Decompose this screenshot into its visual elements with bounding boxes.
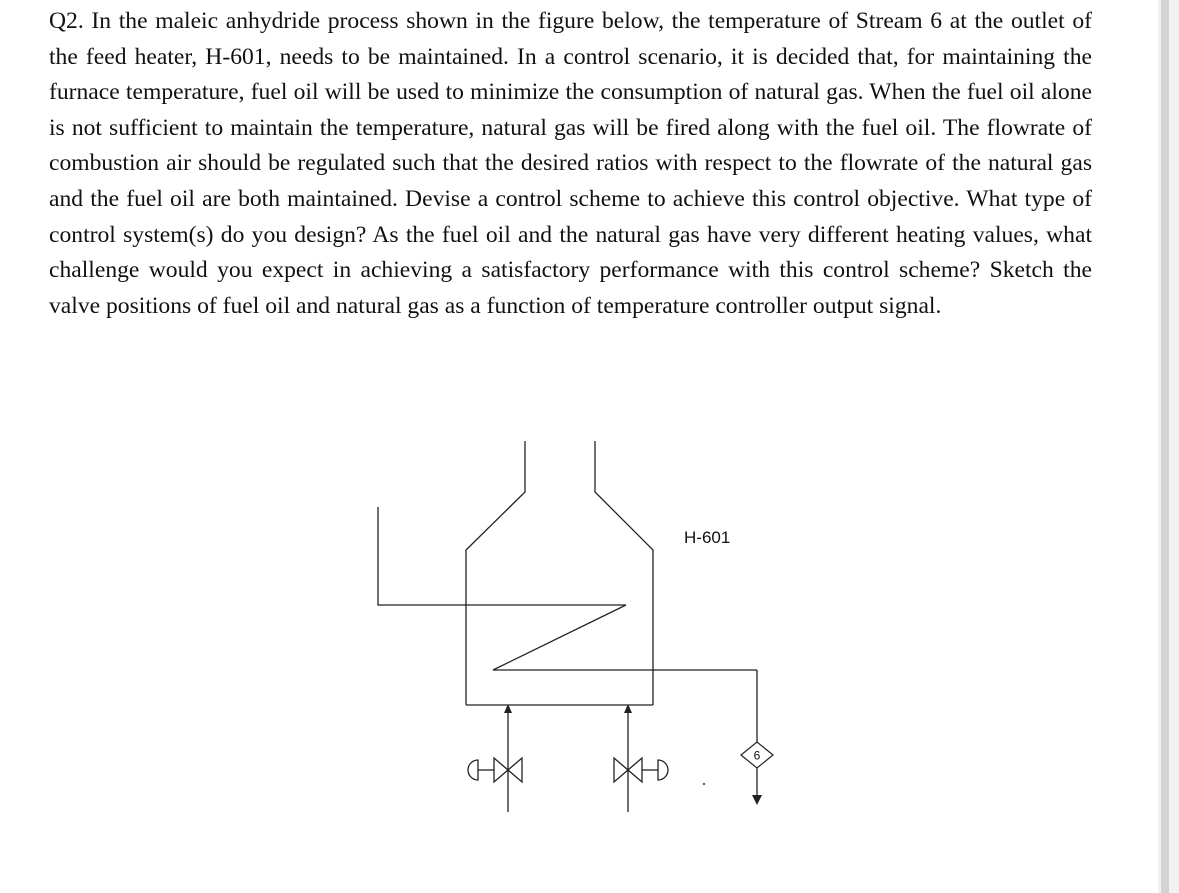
stack-left-wall: [466, 441, 525, 705]
question-text: Q2. In the maleic anhydride process shown in the figure below, the temperature of Stream 6 at the outlet of the feed heater, H-601, needs to be maintained. In a control scenario, it is decided that, for maintaining the furnace temperature, fuel oil will be used to minimize the consumption of natural gas. When the fuel oil alone is not sufficient to maintain the temperature, natural gas will be fired along with the fuel oil. The flowrate of combustion air should be regulated such that the desired ratios with respect to the flowrate of the natural gas and the fuel oil are both maintained. Devise a control scheme to achieve this control objective. What type of control system(s) do you design? As the fuel oil and the natural gas have very different heating values, what challenge would you expect in achieving a satisfactory performance with this control scheme? Sketch the valve positions of fuel oil and natural gas as a function of temperature controller output signal.: [49, 8, 1092, 319]
equipment-label: H-601: [684, 528, 731, 547]
control-valve-right: [614, 758, 668, 782]
scrollbar-thumb[interactable]: [1161, 0, 1169, 893]
outlet-arrow: [752, 795, 762, 805]
control-valve-left: [468, 758, 522, 782]
stream-number-label: 6: [753, 748, 761, 763]
coil-inlet-pipe: [378, 507, 626, 605]
heater-coil: [493, 605, 757, 670]
stray-dot: [703, 783, 705, 785]
stack-right-wall: [595, 441, 653, 705]
